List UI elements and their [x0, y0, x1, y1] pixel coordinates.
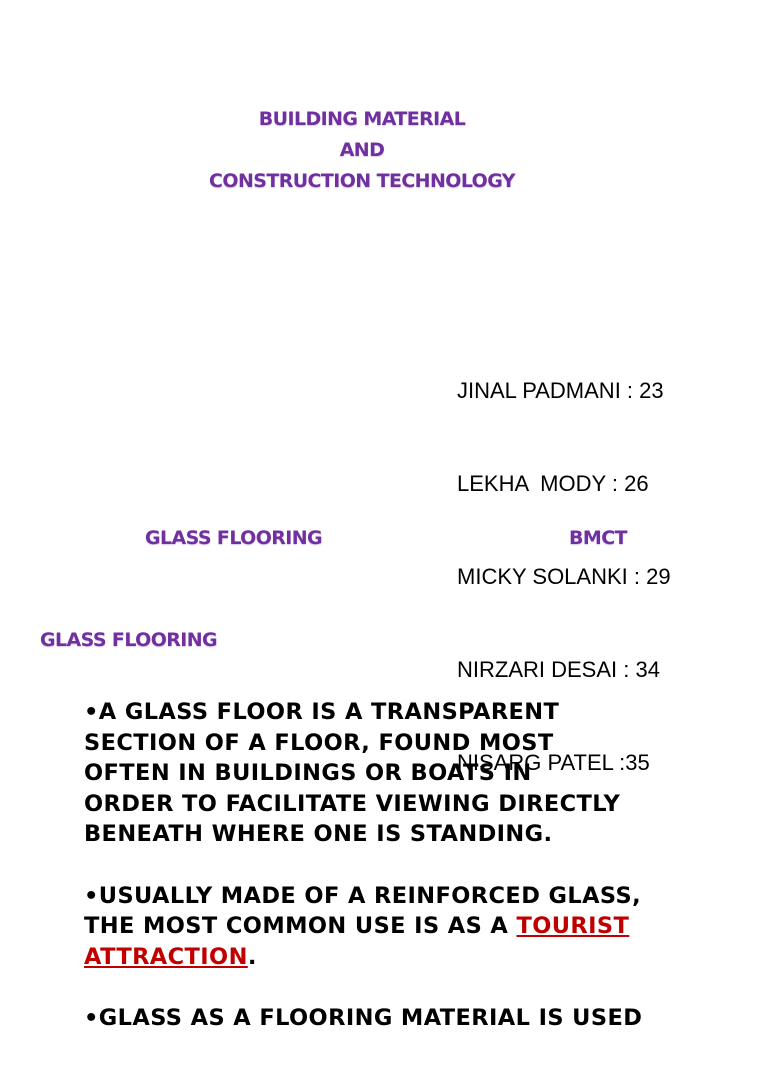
paragraph-1: •A GLASS FLOOR IS A TRANSPARENT SECTION OF A FLOOR, FOUND MOST OFTEN IN BUILDINGS OR BOATS IN ORDER TO FACILITATE VIEWING DIRECTLY BENEATH WHERE ONE IS STANDING. [84, 699, 621, 847]
section-body [84, 697, 724, 1065]
paragraph-2 [84, 881, 724, 973]
member-item: NISARG PATEL :35 [457, 750, 650, 775]
footer-left-label: GLASS FLOORING [145, 527, 323, 549]
paragraph-3: •GLASS AS A FLOORING MATERIAL IS USED [84, 1005, 643, 1031]
member-item: JINAL PADMANI : 23 [457, 378, 664, 403]
slide-title [190, 104, 534, 197]
link-text-line-1: TOURIST [516, 913, 630, 939]
footer-right-label: BMCT [569, 527, 627, 549]
paragraph-2-end: . [247, 943, 257, 970]
member-item: NIRZARI DESAI : 34 [457, 657, 660, 682]
member-item: MICKY SOLANKI : 29 [457, 564, 671, 589]
link-text-line-2: ATTRACTION [84, 943, 248, 970]
title-line-3: CONSTRUCTION TECHNOLOGY [209, 170, 515, 192]
title-line-1: BUILDING MATERIAL [258, 108, 466, 130]
paragraph-2-text: •USUALLY MADE OF A REINFORCED GLASS, THE MOST COMMON USE IS AS A [84, 882, 642, 939]
member-item: LEKHA MODY : 26 [457, 471, 649, 496]
section-heading: GLASS FLOORING [40, 629, 218, 651]
title-line-2: AND [339, 139, 385, 161]
